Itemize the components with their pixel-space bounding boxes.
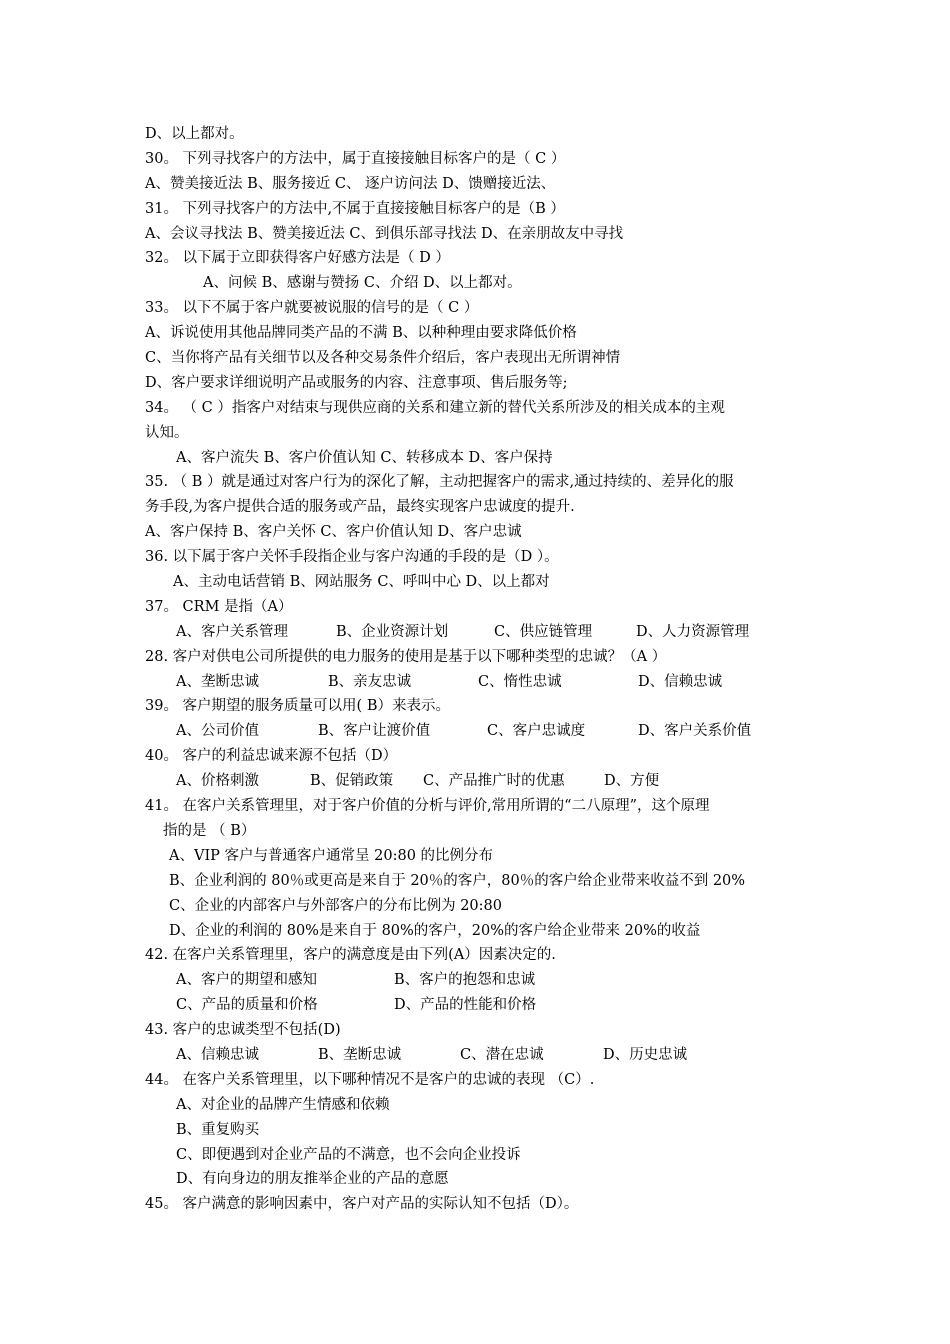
question-35: 35. （ B ）就是通过对客户行为的深化了解，主动把握客户的需求,通过持续的、差异化的服 <box>145 474 734 491</box>
option-a: A、信赖忠诚 <box>176 1046 259 1063</box>
question-32: 32。 以下属于立即获得客户好感方法是（ D ） <box>145 250 450 267</box>
option-a: A、垄断忠诚 <box>176 673 259 690</box>
option-c: C、惰性忠诚 <box>478 673 562 690</box>
option-c: C、产品的质量和价格 <box>176 997 318 1014</box>
question-31: 31。 下列寻找客户的方法中,不属于直接接触目标客户的是（B ） <box>145 200 565 217</box>
options-33-c: C、当你将产品有关细节以及各种交易条件介绍后，客户表现出无所谓神情 <box>145 350 621 367</box>
option-41-a: A、VIP 客户与普通客户通常呈 20:80 的比例分布 <box>169 847 494 864</box>
option-a: A、价格刺激 <box>176 773 259 790</box>
option-d: D、方便 <box>604 773 660 790</box>
options-32: A、问候 B、感谢与赞扬 C、介绍 D、以上都对。 <box>203 275 522 292</box>
option-b: B、客户让渡价值 <box>318 723 431 740</box>
question-34-cont: 认知。 <box>145 424 189 441</box>
options-30: A、赞美接近法 B、服务接近 C、 逐户访问法 D、馈赠接近法、 <box>145 175 556 192</box>
question-44: 44。 在客户关系管理里，以下哪种情况不是客户的忠诚的表现 （C）. <box>145 1071 595 1088</box>
option-b: B、企业资源计划 <box>336 623 449 640</box>
question-36: 36. 以下属于客户关怀手段指企业与客户沟通的手段的是（D ）。 <box>145 549 559 566</box>
option-d: D、产品的性能和价格 <box>394 997 537 1014</box>
option-d: D、历史忠诚 <box>603 1046 688 1063</box>
option-41-d: D、企业的利润的 80%是来自于 80%的客户，20%的客户给企业带来 20%的收益 <box>169 922 701 939</box>
question-42: 42. 在客户关系管理里，客户的满意度是由下列(A）因素决定的. <box>145 947 556 964</box>
document-page <box>0 122 950 1217</box>
options-34: A、客户流失 B、客户价值认知 C、转移成本 D、客户保持 <box>176 449 553 466</box>
option-d: D、人力资源管理 <box>636 623 750 640</box>
options-35: A、客户保持 B、客户关怀 C、客户价值认知 D、客户忠诚 <box>145 524 522 541</box>
question-41: 41。 在客户关系管理里，对于客户价值的分析与评价,常用所谓的“二八原理”，这个原理 <box>145 798 710 815</box>
option-44-d: D、有向身边的朋友推举企业的产品的意愿 <box>176 1171 449 1188</box>
option-c: C、供应链管理 <box>494 623 593 640</box>
options-42-ab <box>0 968 950 993</box>
option-44-b: B、重复购买 <box>176 1121 260 1138</box>
question-45: 45。 客户满意的影响因素中，客户对产品的实际认知不包括（D）。 <box>145 1196 579 1213</box>
option-b: B、亲友忠诚 <box>328 673 412 690</box>
option-44-a: A、对企业的品牌产生情感和依赖 <box>176 1096 390 1113</box>
answer-option: D、以上都对。 <box>145 126 244 142</box>
option-c: C、潜在忠诚 <box>460 1046 544 1063</box>
option-a: A、客户关系管理 <box>176 623 288 640</box>
option-a: A、客户的期望和感知 <box>176 972 317 989</box>
question-39: 39。 客户期望的服务质量可以用( B）来表示。 <box>145 698 450 715</box>
option-b: B、客户的抱怨和忠诚 <box>394 972 536 989</box>
options-39 <box>0 719 950 744</box>
question-40: 40。 客户的利益忠诚来源不包括（D） <box>145 748 398 765</box>
options-36: A、主动电话营销 B、网站服务 C、呼叫中心 D、以上都对 <box>173 574 550 591</box>
option-41-b: B、企业利润的 80％或更高是来自于 20％的客户，80％的客户给企业带来收益不到 20% <box>169 872 746 889</box>
options-28 <box>0 670 950 695</box>
option-c: C、客户忠诚度 <box>487 723 586 740</box>
question-28: 28. 客户对供电公司所提供的电力服务的使用是基于以下哪种类型的忠诚？（A ） <box>145 648 667 665</box>
option-a: A、公司价值 <box>176 723 259 740</box>
options-31: A、会议寻找法 B、赞美接近法 C、到俱乐部寻找法 D、在亲朋故友中寻找 <box>145 225 624 242</box>
question-33: 33。 以下不属于客户就要被说服的信号的是（ C ） <box>145 300 479 317</box>
question-41-cont: 指的是 （ B） <box>163 822 256 839</box>
options-43 <box>0 1043 950 1068</box>
question-43: 43. 客户的忠诚类型不包括(D) <box>145 1022 341 1039</box>
option-d: D、信赖忠诚 <box>638 673 723 690</box>
options-42-cd <box>0 993 950 1018</box>
question-30: 30。 下列寻找客户的方法中，属于直接接触目标客户的是（ C ） <box>145 150 566 167</box>
option-b: B、垄断忠诚 <box>318 1046 402 1063</box>
options-40 <box>0 769 950 794</box>
question-35-cont: 务手段,为客户提供合适的服务或产品，最终实现客户忠诚度的提升. <box>145 499 575 516</box>
option-44-c: C、即便遇到对企业产品的不满意，也不会向企业投诉 <box>176 1146 521 1163</box>
option-41-c: C、企业的内部客户与外部客户的分布比例为 20:80 <box>169 897 502 914</box>
question-34: 34。 （ C ）指客户对结束与现供应商的关系和建立新的替代关系所涉及的相关成本的主观 <box>145 399 725 416</box>
options-37 <box>0 620 950 645</box>
option-b: B、促销政策 <box>310 773 394 790</box>
option-c: C、产品推广时的优惠 <box>423 773 565 790</box>
option-d: D、客户关系价值 <box>638 723 752 740</box>
question-37: 37。 CRM 是指（A） <box>145 598 293 615</box>
options-33-ab: A、诉说使用其他品牌同类产品的不满 B、以种种理由要求降低价格 <box>145 325 577 342</box>
options-33-d: D、客户要求详细说明产品或服务的内容、注意事项、售后服务等; <box>145 374 568 391</box>
